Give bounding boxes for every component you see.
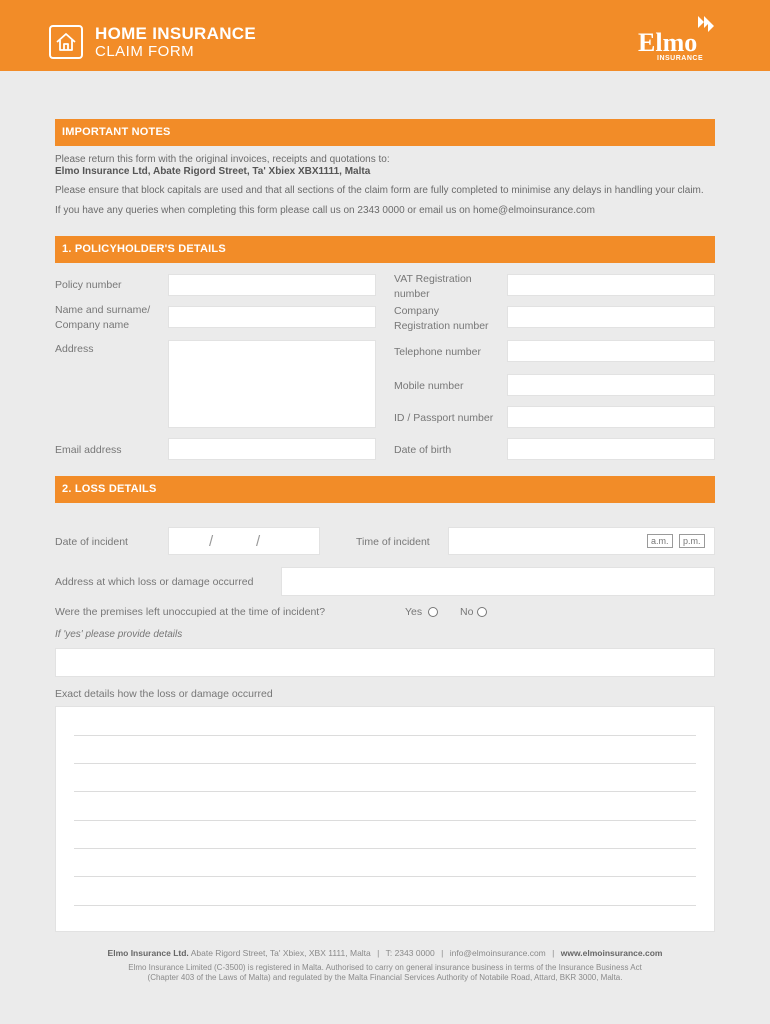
no-label: No — [460, 606, 474, 618]
section-heading: 2. LOSS DETAILS — [62, 483, 157, 495]
date-of-incident-field[interactable] — [168, 527, 320, 555]
logo-subtext: INSURANCE — [657, 55, 704, 62]
ruled-line — [74, 791, 696, 792]
notes-line2: Please ensure that block capitals are used and that all sections of the claim form are fully completed to minimise any delays in handling your claim. — [55, 185, 704, 196]
section-loss-details — [55, 476, 715, 503]
address-field[interactable] — [168, 340, 376, 428]
footer-phone: T: 2343 0000 — [385, 948, 435, 958]
id-passport-field[interactable] — [507, 406, 715, 428]
policy-number-field[interactable] — [168, 274, 376, 296]
vat-field[interactable] — [507, 274, 715, 296]
name-field[interactable] — [168, 306, 376, 328]
no-option[interactable] — [460, 605, 487, 620]
company-reg-label-line2: Registration number — [394, 320, 489, 332]
id-passport-label: ID / Passport number — [394, 412, 494, 424]
no-radio[interactable] — [477, 607, 487, 617]
dob-label: Date of birth — [394, 444, 452, 456]
form-subtitle: CLAIM FORM — [95, 43, 195, 60]
footer-website[interactable]: www.elmoinsurance.com — [560, 948, 663, 958]
home-icon — [49, 25, 83, 59]
yes-label: Yes — [405, 606, 423, 618]
pm-option[interactable]: p.m. — [679, 534, 705, 548]
ruled-line — [74, 876, 696, 877]
unoccupied-details-field[interactable] — [55, 648, 715, 677]
exact-details-field[interactable] — [55, 706, 715, 932]
date-separator: / — [209, 533, 214, 550]
logo-text: Elmo — [638, 28, 698, 57]
date-of-incident-label: Date of incident — [55, 536, 128, 548]
exact-details-label: Exact details how the loss or damage occurred — [55, 688, 273, 700]
address-label: Address — [55, 343, 94, 355]
footer-address: Abate Rigord Street, Ta' Xbiex, XBX 1111, Malta — [190, 948, 371, 958]
ruled-line — [74, 905, 696, 906]
footer-legal-line2: (Chapter 403 of the Laws of Malta) and regulated by the Malta Financial Services Authority of Notabile Road, Attard, BKR 3000, Malta. — [147, 973, 623, 982]
ruled-line — [74, 763, 696, 764]
loss-address-field[interactable] — [281, 567, 715, 596]
date-separator: / — [256, 533, 261, 550]
telephone-label: Telephone number — [394, 346, 481, 358]
email-field[interactable] — [168, 438, 376, 460]
section-important-notes — [55, 119, 715, 146]
section-policyholder — [55, 236, 715, 263]
vat-label-line1: VAT Registration — [394, 273, 472, 285]
email-label: Email address — [55, 444, 122, 456]
footer-email[interactable]: info@elmoinsurance.com — [449, 948, 546, 958]
footer-contact — [0, 948, 770, 958]
notes-line1: Please return this form with the original invoices, receipts and quotations to: — [55, 154, 390, 165]
telephone-field[interactable] — [507, 340, 715, 362]
ruled-line — [74, 820, 696, 821]
ruled-line — [74, 848, 696, 849]
mobile-field[interactable] — [507, 374, 715, 396]
yes-option[interactable] — [405, 605, 438, 620]
time-of-incident-field[interactable] — [448, 527, 715, 555]
if-yes-hint: If 'yes' please provide details — [55, 629, 183, 640]
elmo-logo — [638, 14, 722, 64]
notes-address: Elmo Insurance Ltd, Abate Rigord Street, Ta' Xbiex XBX1111, Malta — [55, 166, 371, 177]
loss-address-label: Address at which loss or damage occurred — [55, 576, 254, 588]
time-of-incident-label: Time of incident — [356, 536, 430, 548]
footer-company: Elmo Insurance Ltd. — [107, 948, 189, 958]
footer-separator: | — [552, 948, 555, 958]
footer-separator: | — [377, 948, 380, 958]
vat-label-line2: number — [394, 288, 430, 300]
footer-legal-line1: Elmo Insurance Limited (C-3500) is registered in Malta. Authorised to carry on general insurance business in terms of the Insurance Business Act — [128, 963, 642, 972]
company-reg-label-line1: Company — [394, 305, 439, 317]
yes-radio[interactable] — [428, 607, 438, 617]
mobile-label: Mobile number — [394, 380, 464, 392]
footer-separator: | — [441, 948, 444, 958]
am-option[interactable]: a.m. — [647, 534, 673, 548]
policy-number-label: Policy number — [55, 279, 122, 291]
name-label-line2: Company name — [55, 319, 130, 331]
ruled-line — [74, 735, 696, 736]
notes-line3: If you have any queries when completing this form please call us on 2343 0000 or email us on home@elmoinsurance.com — [55, 205, 595, 216]
section-heading: 1. POLICYHOLDER'S DETAILS — [62, 243, 226, 255]
name-label-line1: Name and surname/ — [55, 304, 151, 316]
company-reg-field[interactable] — [507, 306, 715, 328]
dob-field[interactable] — [507, 438, 715, 460]
form-title: HOME INSURANCE — [95, 24, 256, 43]
unoccupied-question: Were the premises left unoccupied at the time of incident? — [55, 606, 326, 618]
section-heading: IMPORTANT NOTES — [62, 126, 171, 138]
